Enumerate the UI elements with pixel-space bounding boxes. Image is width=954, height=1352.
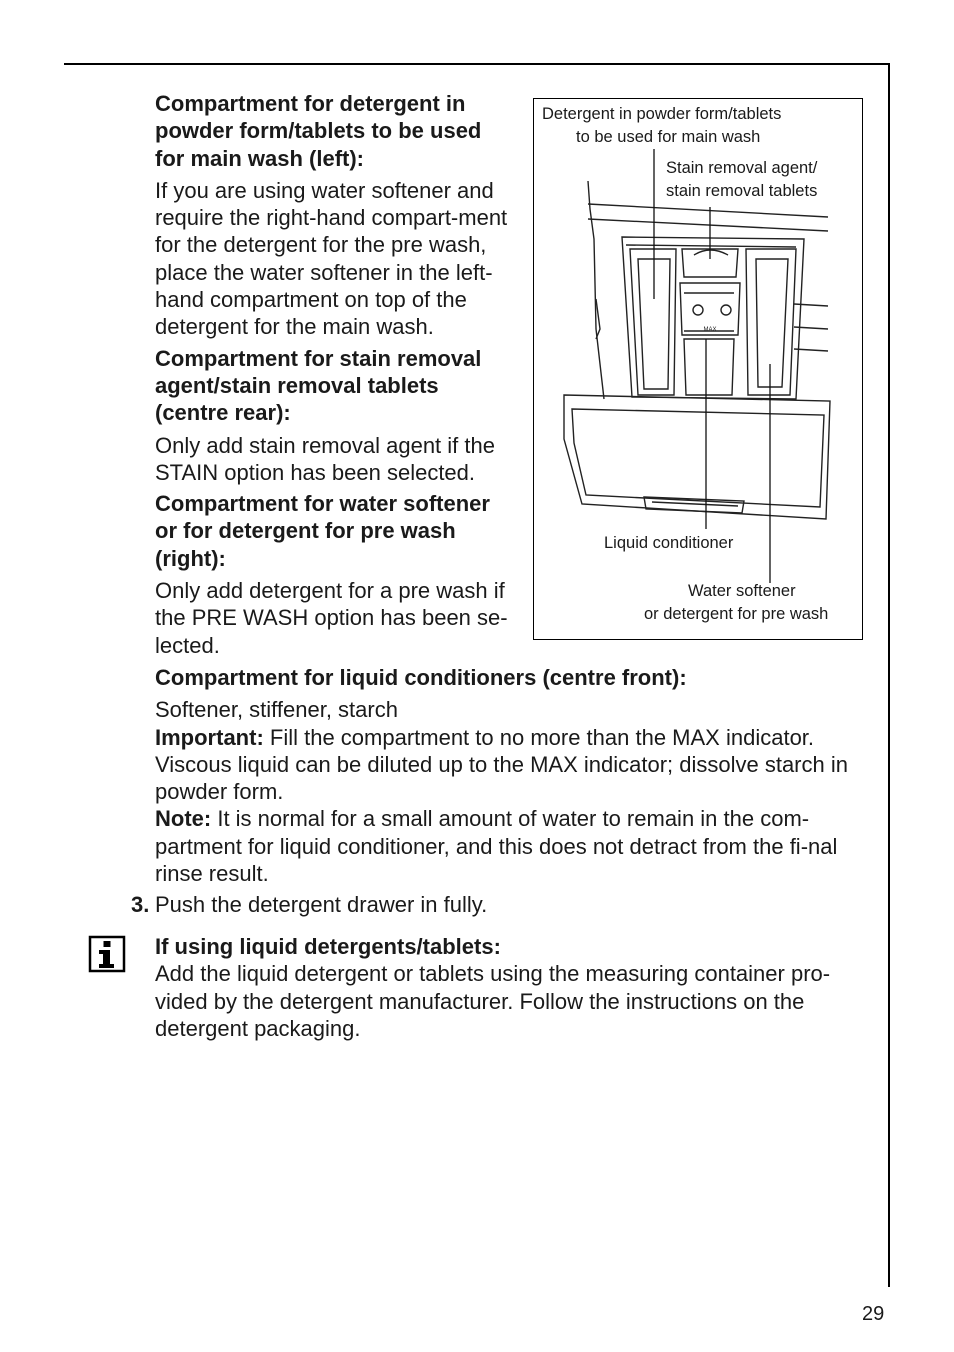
step-3 xyxy=(131,891,851,918)
info-heading: If using liquid detergents/tablets: xyxy=(155,934,501,959)
important-label: Important: xyxy=(155,724,264,750)
label-main-wash-line1: Detergent in powder form/tablets xyxy=(542,105,782,123)
important-text: Fill the compartment to no more than the MAX indicator. Viscous liquid can be diluted up to the MAX indicator; dissolve starch in powder form. xyxy=(155,724,848,805)
conditioner-types: Softener, stiffener, starch xyxy=(155,697,398,723)
page-number: 29 xyxy=(862,1303,885,1325)
top-rule xyxy=(64,63,890,65)
heading-prewash-compartment: Compartment for water softener or for detergent for pre wash (right): xyxy=(155,491,490,571)
label-softener-line1: Water softener xyxy=(688,582,796,600)
left-column xyxy=(155,90,515,659)
paragraph-stain: Only add stain removal agent if the STAIN option has been selected. xyxy=(155,432,495,485)
info-icon xyxy=(88,935,126,973)
info-text: Add the liquid detergent or tablets using the measuring container pro-vided by the detergent manufacturer. Follow the instructions on the detergent packaging. xyxy=(155,961,831,1041)
paragraph-prewash: Only add detergent for a pre wash if the PRE WASH option has been se-lected. xyxy=(155,578,508,658)
heading-stain-compartment: Compartment for stain removal agent/stain removal tablets (centre rear): xyxy=(155,345,482,426)
info-note xyxy=(155,933,870,1042)
heading-main-wash-compartment: Compartment for detergent in powder form/tablets to be used for main wash (left): xyxy=(155,91,482,171)
conditioner-section xyxy=(155,664,865,887)
label-main-wash-line2: to be used for main wash xyxy=(576,128,761,146)
label-stain-line2: stain removal tablets xyxy=(666,182,818,200)
note-paragraph xyxy=(155,805,865,887)
note-text: It is normal for a small amount of water to remain in the com-partment for liquid conditioner, and this does not detract from the fi-nal rinse result. xyxy=(155,806,838,887)
detergent-drawer-figure xyxy=(533,98,863,640)
label-stain-line1: Stain removal agent/ xyxy=(666,159,818,177)
note-label: Note: xyxy=(155,806,212,832)
label-liquid-conditioner: Liquid conditioner xyxy=(604,534,734,552)
right-rule xyxy=(888,63,890,1287)
heading-conditioner-compartment: Compartment for liquid conditioners (centre front): xyxy=(155,665,687,690)
max-indicator: MAX xyxy=(703,327,717,333)
step-number: 3. xyxy=(131,892,150,917)
paragraph-main-wash: If you are using water softener and require the right-hand compart-ment for the detergent for the pre wash, place the water softener in the left-hand compartment on top of the detergent for the main wash. xyxy=(155,177,508,340)
step-text: Push the detergent drawer in fully. xyxy=(155,892,488,917)
label-softener-line2: or detergent for pre wash xyxy=(644,605,829,623)
important-paragraph xyxy=(155,724,865,806)
